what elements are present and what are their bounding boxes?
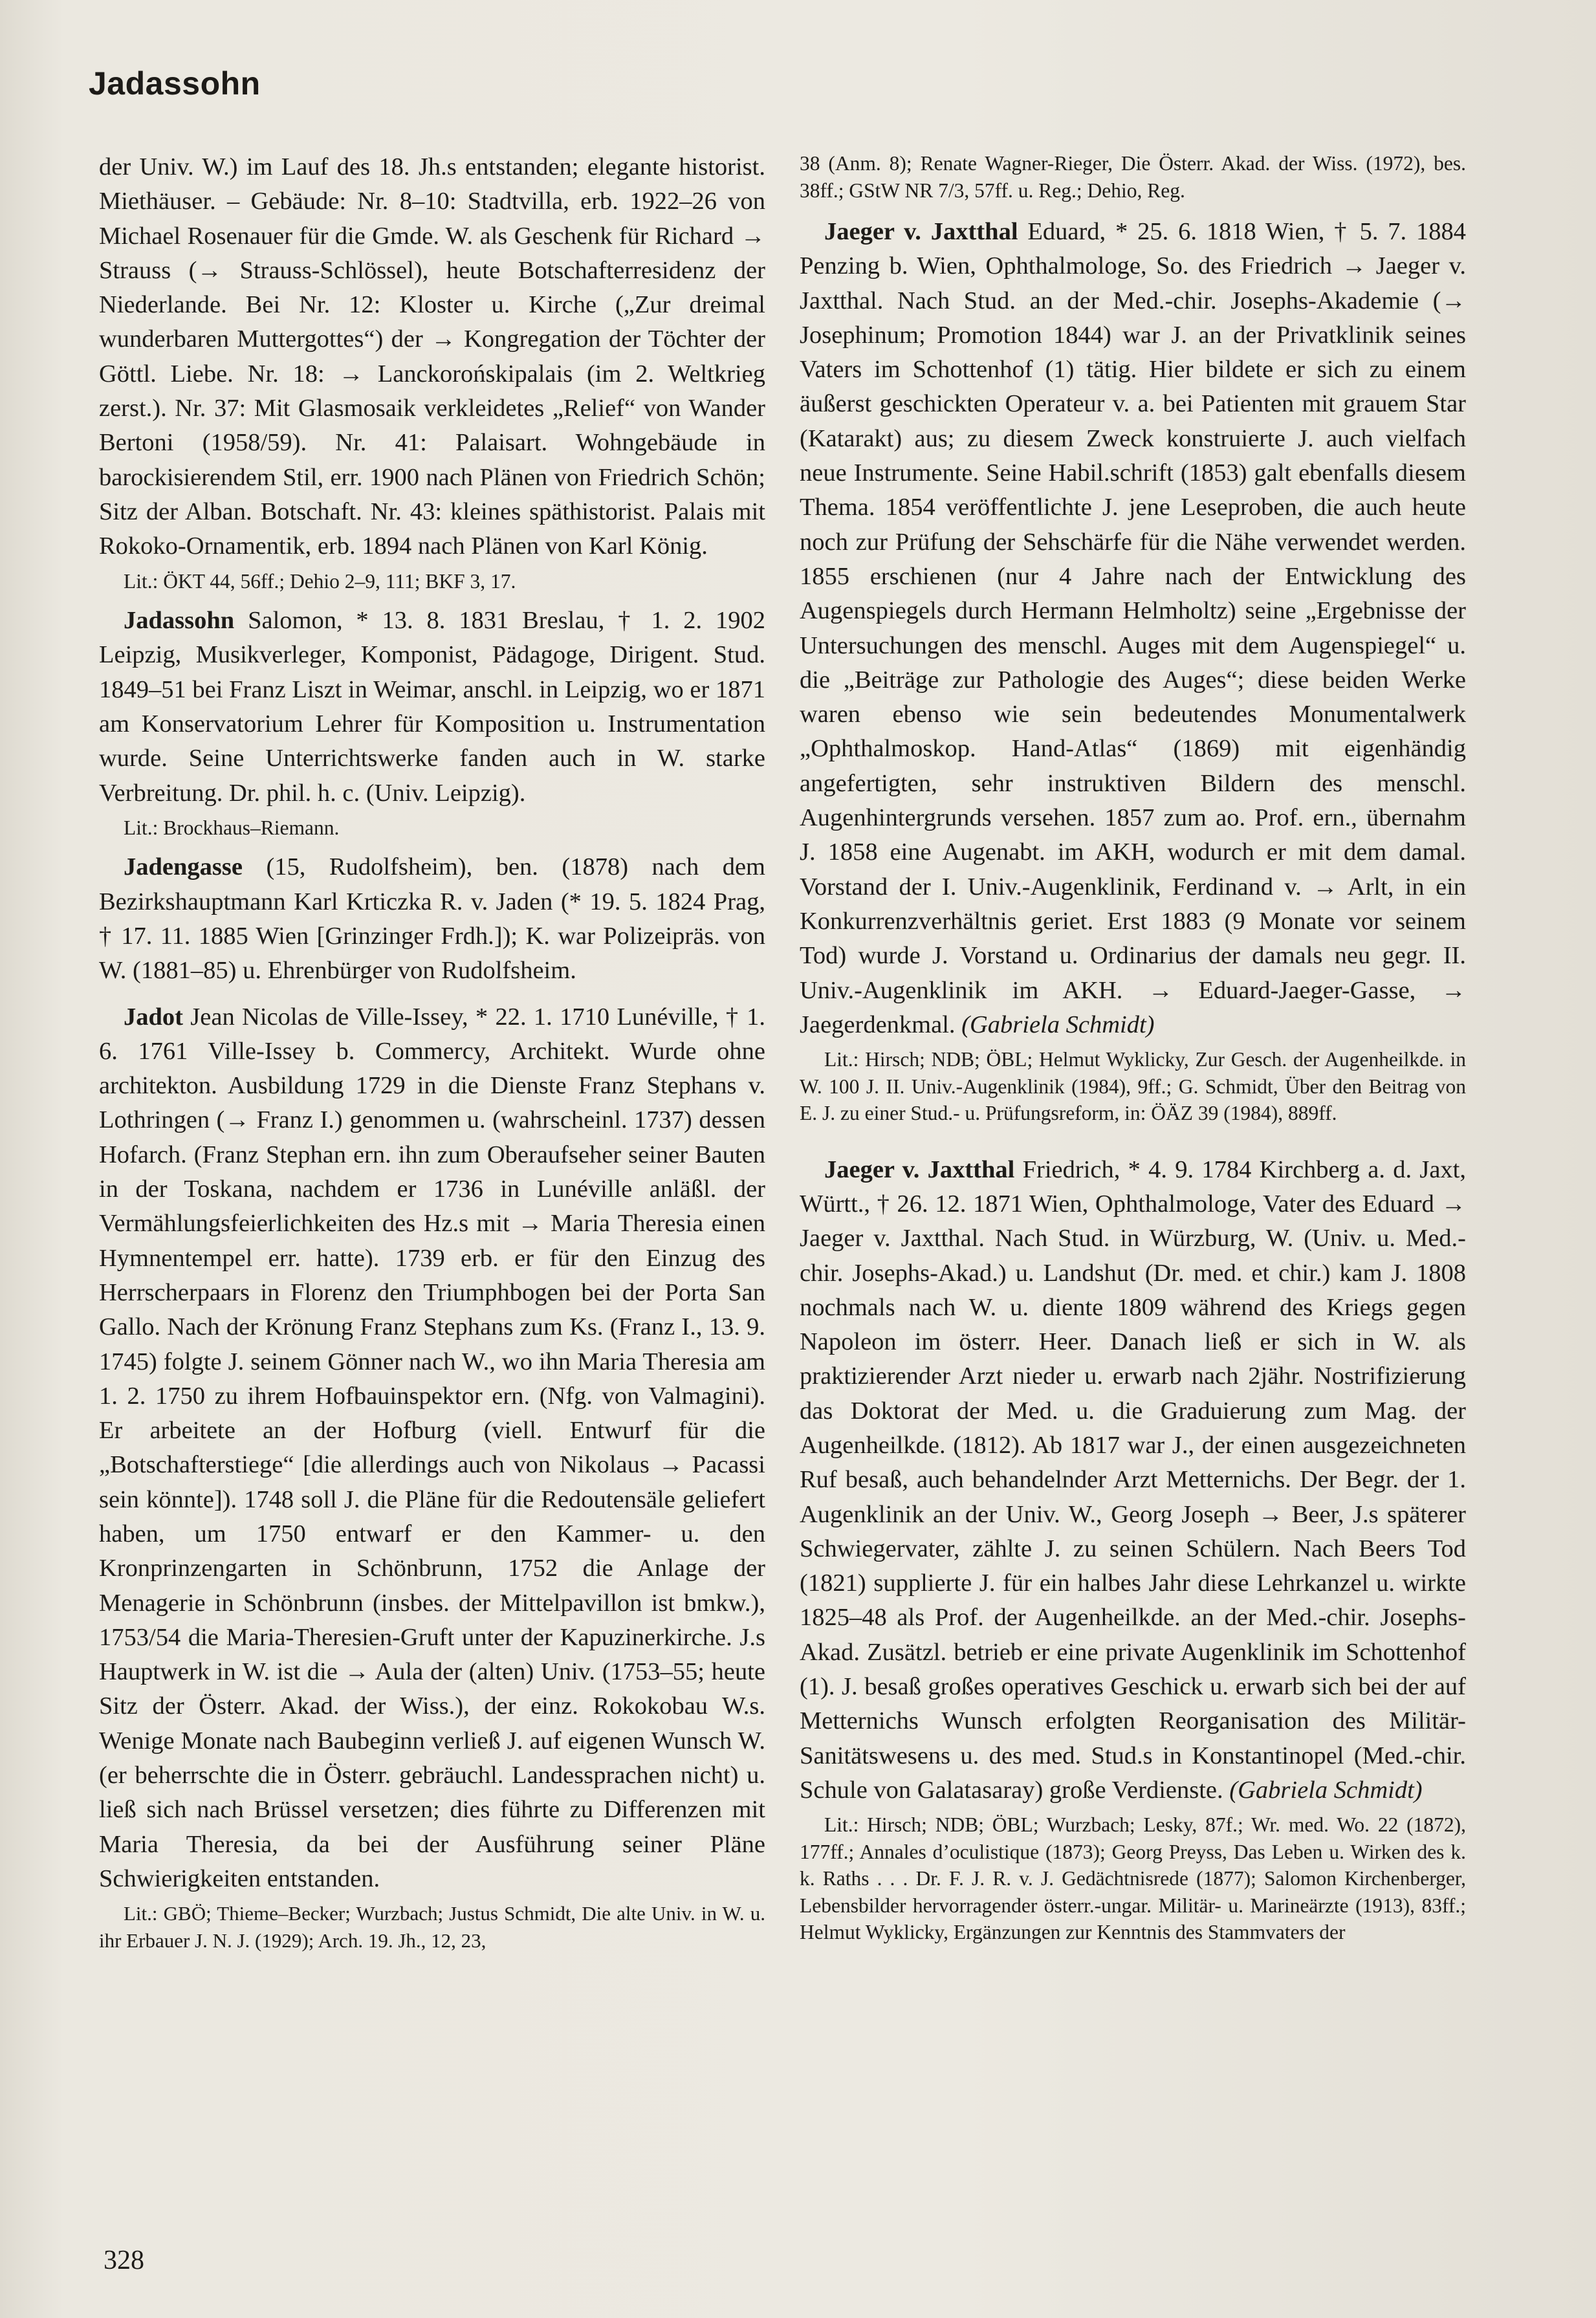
literature-note: Lit.: ÖKT 44, 56ff.; Dehio 2–9, 111; BKF 3, 17. — [124, 569, 516, 593]
entry-paragraph — [99, 850, 765, 988]
entry-continuation — [99, 150, 765, 595]
entry-author: (Gabriela Schmidt) — [961, 1011, 1155, 1038]
entry-paragraph — [800, 1153, 1466, 1808]
entry-jaeger-friedrich — [800, 1153, 1466, 1946]
entry-text: Jean Nicolas de Ville-Issey, * 22. 1. 1710 Lunéville, † 1. 6. 1761 Ville-Issey b. Commercy, Architekt. Wurde ohne architekton. Ausbildung 1729 in die Dienste Franz Stephans v. Lothringen (→ Franz I.) genommen u. (wahrscheinl. 1737) dessen Hofarch. (Franz Stephan ern. ihn zum Oberaufseher seiner Bauten in der Toskana, nachdem er 1736 in Lunéville anläßl. der Vermählungsfeierlichkeiten des Hz.s mit → Maria Theresia einen Hymnentempel err. hatte). 1739 erb. er für den Einzug des Herrscherpaars in Florenz den Triumphbogen bei der Porta San Gallo. Nach der Krönung Franz Stephans zum Ks. (Franz I., 13. 9. 1745) folgte J. seinem Gönner nach W., wo ihn Maria Theresia am 1. 2. 1750 zu ihrem Hofbauinspektor ern. (Nfg. von Valmagini). Er arbeitete an der Hofburg (viell. Entwurf für die „Botschafterstiege“ [die allerdings auch von Nikolaus → Pacassi sein könnte]). 1748 soll J. die Pläne für die Redoutensäle geliefert haben, um 1750 entwarf er den Kammer- u. den Kronprinzengarten in Schönbrunn, 1752 die Anlage der Menagerie in Schönbrunn (insbes. der Mittelpavillon ist bmkw.), 1753/54 die Maria-Theresien-Gruft unter der Kapuzinerkirche. J.s Hauptwerk in W. ist die → Aula der (alten) Univ. (1753–55; heute Sitz der Österr. Akad. der Wiss.), der einz. Rokokobau W.s. Wenige Monate nach Baubeginn verließ J. auf eigenen Wunsch W. (er beherrschte die in Österr. gebräuchl. Landessprachen nicht) u. ließ sich nach Brüssel versetzen; dies führte zu Differenzen mit Maria Theresia, da bei der Ausführung seiner Pläne Schwierigkeiten entstanden. — [99, 1003, 765, 1892]
entry-paragraph — [99, 604, 765, 811]
left-column — [99, 150, 765, 1963]
literature-note: Lit.: Hirsch; NDB; ÖBL; Wurzbach; Lesky, 87f.; Wr. med. Wo. 22 (1872), 177ff.; Annales d’oculistique (1873); Georg Preyss, Das Leben u. Wirken des k. k. Raths . . . Dr. F. J. R. v. J. Gedächtnisrede (1877); Salomon Kirchenberger, Lebensbilder hervorragender österr.-ungar. Militär- u. Marineärzte (1913), 83ff.; Helmut Wyklicky, Ergänzungen zur Kenntnis des Stammvaters der — [800, 1813, 1466, 1944]
entry-headword: Jadassohn — [124, 607, 235, 635]
right-column — [800, 150, 1466, 1955]
entry-headword: Jadengasse — [124, 853, 243, 881]
entry-text: der Univ. W.) im Lauf des 18. Jh.s entstanden; elegante historist. Miethäuser. – Gebäude: Nr. 8–10: Stadtvilla, erb. 1922–26 von Michael Rosenauer für die Gmde. W. als Geschenk für Richard → Strauss (→ Strauss-Schlössel), heute Botschafterresidenz der Niederlande. Bei Nr. 12: Kloster u. Kirche („Zur dreimal wunderbaren Muttergottes“) der → Kongregation der Töchter der Göttl. Liebe. Nr. 18: → Lanckorońskipalais (im 2. Weltkrieg zerst.). Nr. 37: Mit Glasmosaik verkleidetes „Relief“ von Wander Bertoni (1958/59). Nr. 41: Palaisart. Wohngebäude in barockisierendem Stil, err. 1900 nach Plänen von Friedrich Schön; Sitz der Alban. Botschaft. Nr. 43: kleines späthistorist. Palais mit Rokoko-Ornamentik, erb. 1894 nach Plänen von Karl König. — [99, 153, 765, 560]
entry-text: Friedrich, * 4. 9. 1784 Kirchberg a. d. Jaxt, Württ., † 26. 12. 1871 Wien, Ophthalmologe, Vater des Eduard → Jaeger v. Jaxtthal. Nach Stud. in Würzburg, W. (Univ. u. Med.-chir. Josephs-Akad.) u. Landshut (Dr. med. et chir.) kam J. 1808 nochmals nach W. u. diente 1809 während des Kriegs gegen Napoleon im österr. Heer. Danach ließ er sich in W. als praktizierender Arzt nieder u. erwarb nach 2jähr. Nostrifizierung das Doktorat der Med. u. die Graduierung zum Mag. der Augenheilkde. (1812). Ab 1817 war J., der einen ausgezeichneten Ruf besaß, auch behandelnder Arzt Metternichs. Der Begr. der 1. Augenklinik an der Univ. W., Georg Joseph → Beer, J.s späterer Schwiegervater, zählte J. zu seinen Schülern. Nach Beers Tod (1821) supplierte J. für ein halbes Jahr diese Lehrkanzel u. wirkte 1825–48 als Prof. der Augenheilkde. an der Med.-chir. Josephs-Akad. Zusätzl. betrieb er eine private Augenklinik im Schottenhof (1). J. besaß großes operatives Geschick u. erwarb sich bei der auf Metternichs Wunsch erfolgten Reorganisation des Militär-Sanitätswesens u. des med. Stud.s in Konstantinopel (Med.-chir. Schule von Galatasaray) große Verdienste. — [800, 1155, 1467, 1804]
entry-jadengasse — [99, 850, 765, 988]
entry-text: (15, Rudolfsheim), ben. (1878) nach dem Bezirkshauptmann Karl Krticzka R. v. Jaden (* 19. 5. 1824 Prag, † 17. 11. 1885 Wien [Grinzinger Frdh.]); K. war Polizeipräs. von W. (1881–85) u. Ehrenbürger von Rudolfsheim. — [99, 853, 765, 985]
page-number: 328 — [104, 2246, 144, 2275]
entry-jadassohn — [99, 604, 765, 841]
entry-author: (Gabriela Schmidt) — [1229, 1776, 1423, 1804]
literature-note-continuation: 38 (Anm. 8); Renate Wagner-Rieger, Die Österr. Akad. der Wiss. (1972), bes. 38ff.; GStW NR 7/3, 57ff. u. Reg.; Dehio, Reg. — [800, 152, 1466, 202]
literature-note: Lit.: Hirsch; NDB; ÖBL; Helmut Wyklicky, Zur Gesch. der Augenheilkde. in W. 100 J. II. Univ.-Augenklinik (1984), 9ff.; G. Schmidt, Über den Beitrag von E. J. zu einer Stud.- u. Prüfungsreform, in: ÖÄZ 39 (1984), 889ff. — [800, 1048, 1466, 1125]
literature-note: Lit.: Brockhaus–Riemann. — [124, 816, 340, 839]
entry-text: Salomon, * 13. 8. 1831 Breslau, † 1. 2. 1902 Leipzig, Musikverleger, Komponist, Pädagoge, Dirigent. Stud. 1849–51 bei Franz Liszt in Weimar, anschl. in Leipzig, wo er 1871 am Konservatorium Lehrer für Komposition u. Instrumentation wurde. Seine Unterrichtswerke fanden auch in W. starke Verbreitung. Dr. phil. h. c. (Univ. Leipzig). — [99, 607, 766, 807]
entry-paragraph — [800, 215, 1466, 1042]
entry-text: Eduard, * 25. 6. 1818 Wien, † 5. 7. 1884 Penzing b. Wien, Ophthalmologe, So. des Friedrich → Jaeger v. Jaxtthal. Nach Stud. an der Med.-chir. Josephs-Akademie (→ Josephinum; Promotion 1844) war J. an der Privatklinik seines Vaters im Schottenhof (1) tätig. Hier bildete er sich zu einem äußerst geschickten Operateur v. a. bei Patienten mit grauem Star (Katarakt) aus; zu diesem Zweck konstruierte J. auch vielfach neue Instrumente. Seine Habil.schrift (1853) galt ebenfalls diesem Thema. 1854 veröffentlichte J. jene Leseproben, die auch heute noch zur Prüfung der Sehschärfe für die Nähe verwendet werden. 1855 erschienen (nur 4 Jahre nach der Entwicklung des Augenspiegels durch Hermann Helmholtz) seine „Ergebnisse der Untersuchungen des menschl. Auges mit dem Augenspiegel“ u. die „Beiträge zur Pathologie des Auges“; diese beiden Werke waren ebenso wie sein bedeutendes Monumentalwerk „Ophthalmoskop. Hand-Atlas“ (1869) mit eigenhändig angefertigten, sehr instruktiven Bildern des menschl. Augenhintergrunds versehen. 1857 zum ao. Prof. ern., übernahm J. 1858 eine Augenabt. im AKH, wodurch er mit dem damal. Vorstand der I. Univ.-Augenklinik, Ferdinand v. → Arlt, in ein Konkurrenzverhältnis geriet. Erst 1883 (9 Monate vor seinem Tod) wurde J. Vorstand u. Ordinarius der damals neu gegr. II. Univ.-Augenklinik im AKH. → Eduard-Jaeger-Gasse, → Jaegerdenkmal. — [800, 218, 1467, 1038]
running-header: Jadassohn — [89, 65, 261, 102]
entry-headword: Jaeger v. Jaxtthal — [824, 1155, 1015, 1183]
spacer — [800, 1136, 1466, 1153]
entry-paragraph — [99, 1000, 765, 1897]
entry-headword: Jaeger v. Jaxtthal — [824, 218, 1018, 245]
entry-jadot — [99, 1000, 765, 1954]
entry-jaeger-eduard — [800, 215, 1466, 1127]
literature-note: Lit.: GBÖ; Thieme–Becker; Wurzbach; Justus Schmidt, Die alte Univ. in W. u. ihr Erbauer J. N. J. (1929); Arch. 19. Jh., 12, 23, — [99, 1902, 765, 1952]
entry-headword: Jadot — [124, 1003, 183, 1031]
